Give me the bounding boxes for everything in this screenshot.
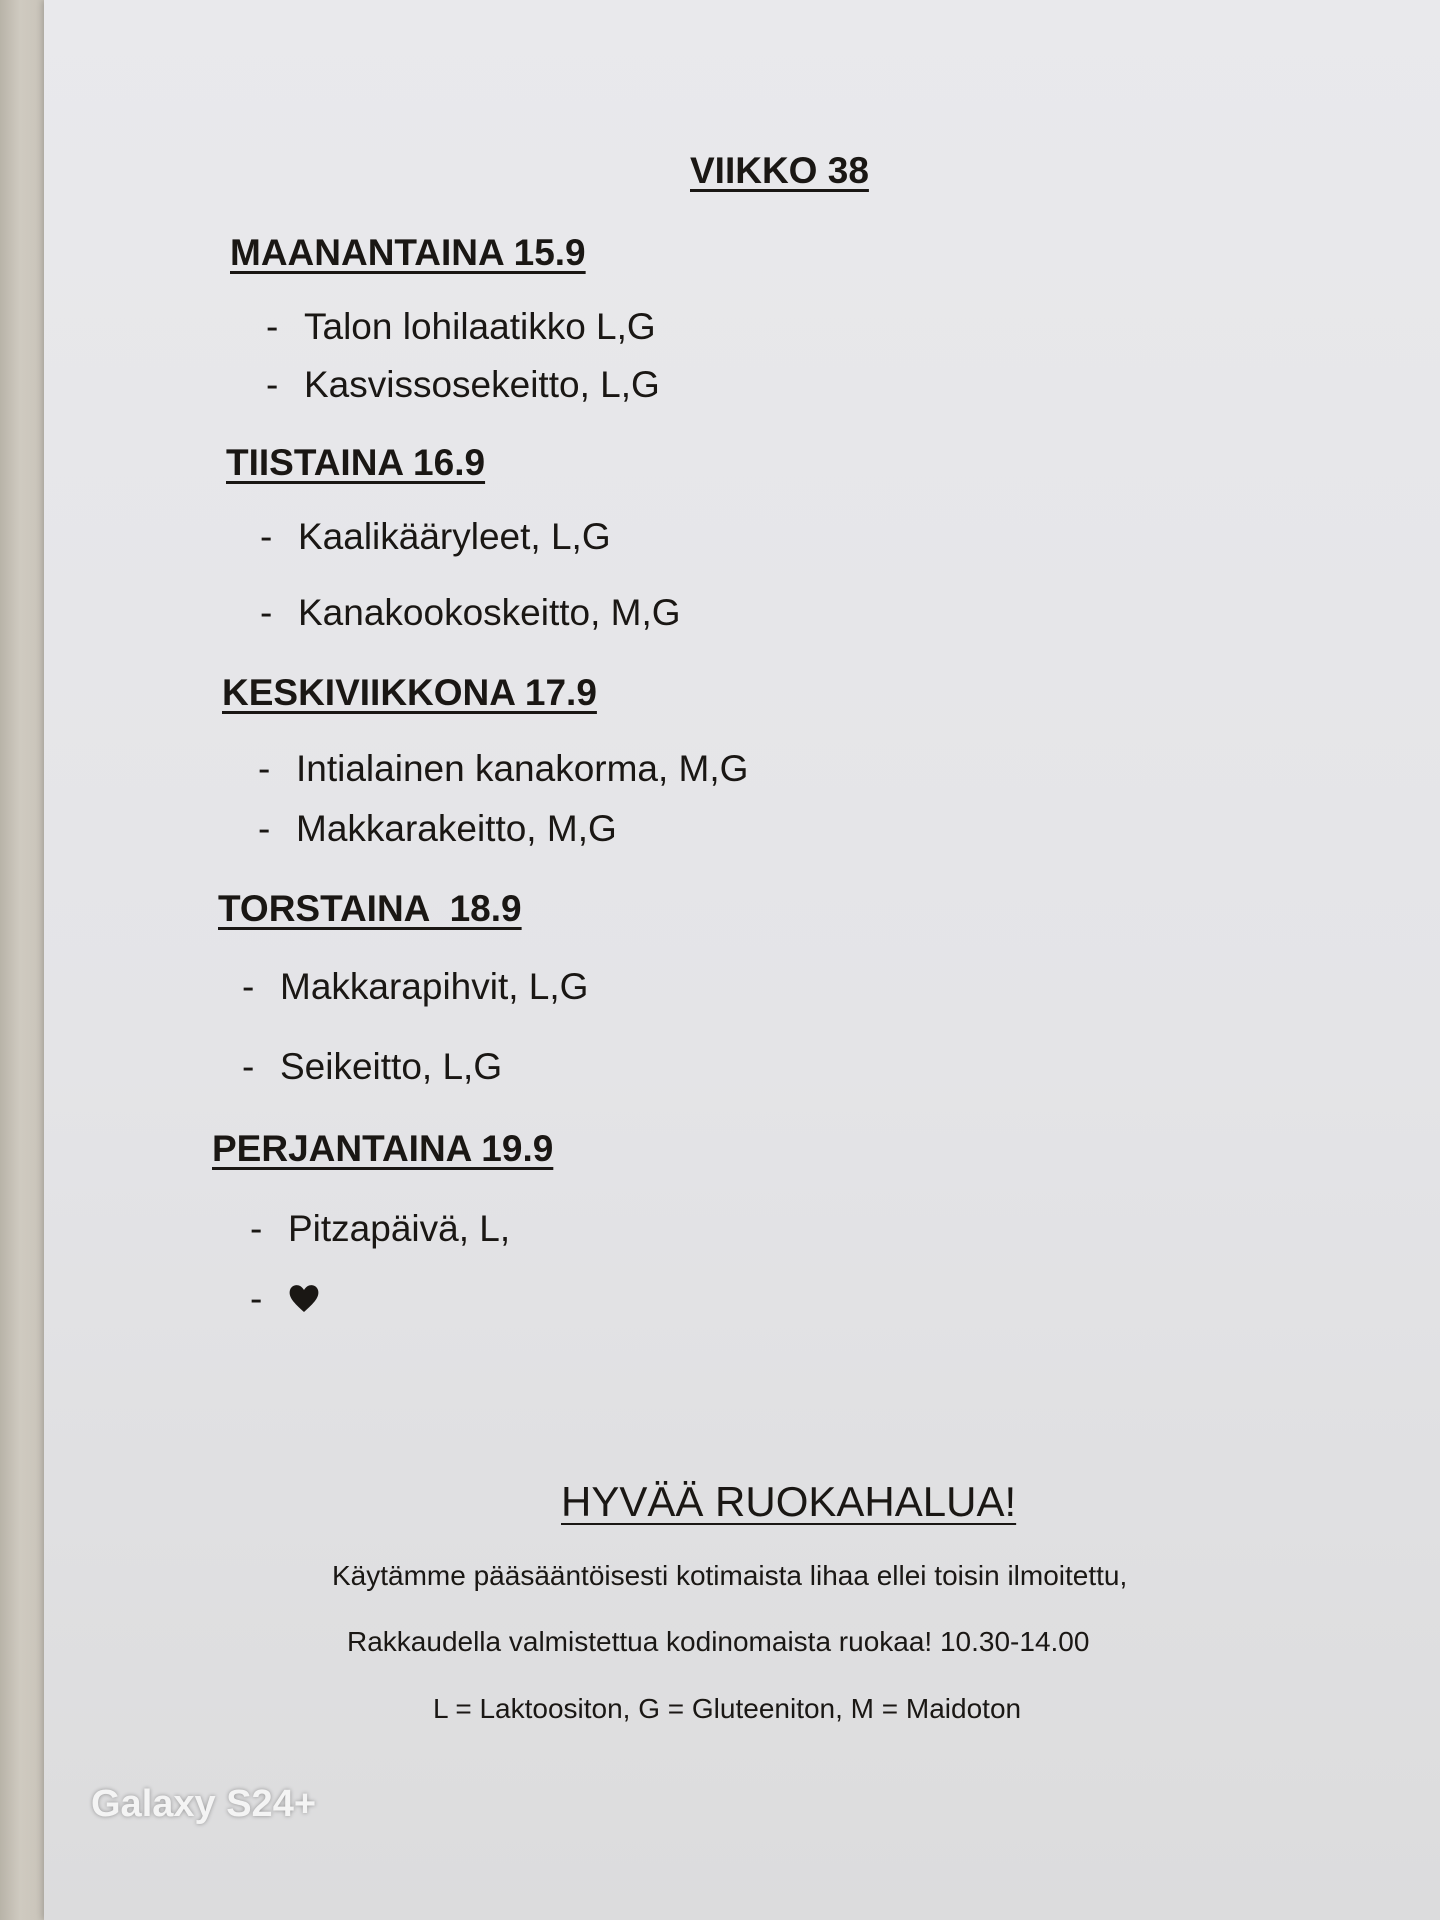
dish-name: Makkarakeitto, M,G	[296, 808, 617, 849]
menu-item	[260, 516, 611, 558]
week-title: VIIKKO 38	[690, 150, 869, 191]
menu-item	[266, 306, 656, 348]
menu-item	[266, 364, 660, 406]
day-heading-wednesday: KESKIVIIKKONA 17.9	[222, 672, 597, 713]
day-heading-friday: PERJANTAINA 19.9	[212, 1128, 554, 1169]
dish-name: Pitzapäivä, L,	[288, 1208, 511, 1249]
note-hours: Rakkaudella valmistettua kodinomaista ruokaa! 10.30-14.00	[347, 1626, 1090, 1657]
bullet-dash: -	[266, 306, 279, 347]
dish-name: Kaalikääryleet, L,G	[298, 516, 611, 557]
menu-item	[258, 748, 748, 790]
bullet-dash: -	[260, 592, 273, 633]
menu-item-heart	[250, 1278, 320, 1322]
bullet-dash: -	[242, 1046, 255, 1087]
day-heading-monday: MAANANTAINA 15.9	[230, 232, 586, 273]
day-heading-thursday: TORSTAINA 18.9	[218, 888, 522, 929]
dish-name: Talon lohilaatikko L,G	[304, 306, 656, 347]
note-meat-origin: Käytämme pääsääntöisesti kotimaista lihaa ellei toisin ilmoitettu,	[332, 1560, 1128, 1591]
bullet-dash: -	[260, 516, 273, 557]
heart-icon	[288, 1280, 320, 1322]
bullet-dash: -	[250, 1278, 263, 1319]
bullet-dash: -	[266, 364, 279, 405]
bullet-dash: -	[242, 966, 255, 1007]
paper-sheet	[44, 0, 1440, 1920]
menu-item	[260, 592, 681, 634]
menu-item	[242, 1046, 502, 1088]
menu-item	[258, 808, 617, 850]
menu-item	[250, 1208, 510, 1250]
note-legend: L = Laktoositon, G = Gluteeniton, M = Maidoton	[433, 1693, 1022, 1724]
camera-watermark: Galaxy S24+	[91, 1783, 317, 1825]
bullet-dash: -	[258, 808, 271, 849]
dish-name: Kanakookoskeitto, M,G	[298, 592, 681, 633]
bullet-dash: -	[258, 748, 271, 789]
closing-greeting: HYVÄÄ RUOKAHALUA!	[561, 1478, 1017, 1525]
dish-name: Seikeitto, L,G	[280, 1046, 503, 1087]
menu-item	[242, 966, 588, 1008]
dish-name: Kasvissosekeitto, L,G	[304, 364, 660, 405]
dish-name: Intialainen kanakorma, M,G	[296, 748, 749, 789]
dish-name: Makkarapihvit, L,G	[280, 966, 589, 1007]
day-heading-tuesday: TIISTAINA 16.9	[226, 442, 486, 483]
bullet-dash: -	[250, 1208, 263, 1249]
